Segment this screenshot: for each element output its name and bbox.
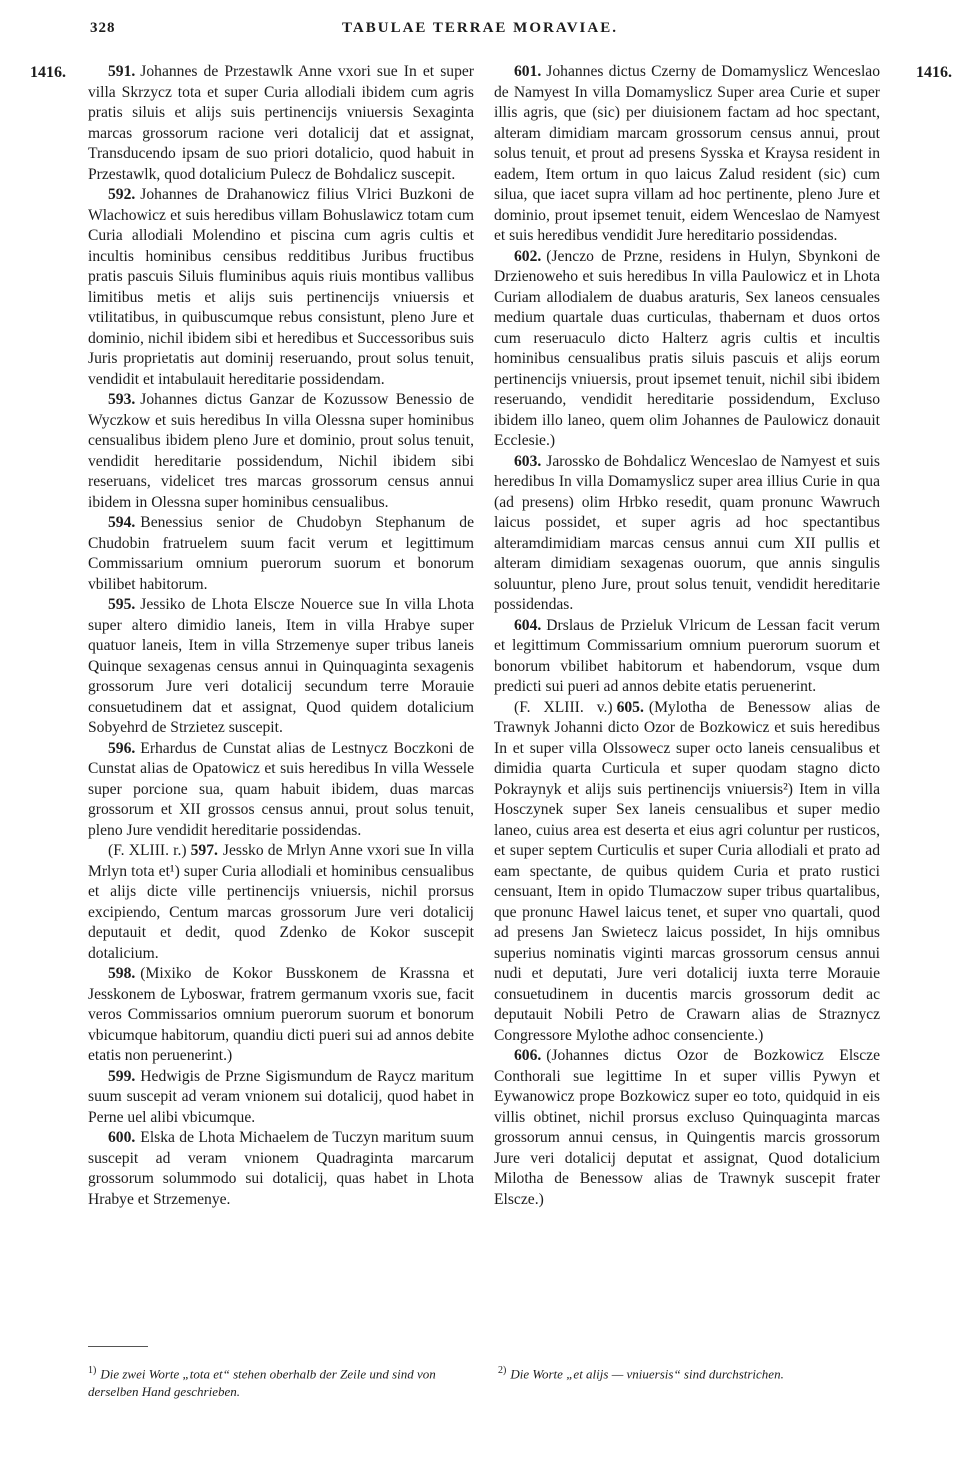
entry-593 — [88, 390, 474, 513]
left-column — [88, 62, 474, 1210]
entry-text: Erhardus de Cunstat alias de Lestnycz Boczkoni de Cunstat alias de Opatowicz et suis heredibus In villa Wessele super porcione sua, quam habuit ibidem, duas marcas grossorum et XII grossos census annui, prout solus tenuit, pleno Jure vendidit hereditarie possidendas. — [88, 739, 474, 839]
entry-592 — [88, 185, 474, 390]
year-margin-right: 1416. — [916, 64, 952, 81]
footnote-rule — [88, 1346, 148, 1347]
entry-number: 596. — [108, 739, 136, 757]
entry-number: 599. — [108, 1067, 136, 1085]
entry-591 — [88, 62, 474, 185]
entry-number: 600. — [108, 1129, 136, 1146]
entry-number: 593. — [108, 391, 136, 408]
entry-604 — [494, 616, 880, 698]
entry-number: 602. — [514, 247, 542, 265]
entry-605 — [494, 698, 880, 1047]
entry-number: 604. — [514, 616, 542, 634]
entry-599 — [88, 1067, 474, 1129]
footnote-text: Die Worte „et alijs — vniuersis“ sind durchstrichen. — [510, 1366, 784, 1382]
entry-text: Drslaus de Przieluk Vlricum de Lessan facit verum et legittimum Commissarium omnium puerorum suorum et bonorum vbilibet habitorum et habendorum, vsque dum predicti sui pueri ad annos debite etatis peruenerint. — [494, 616, 880, 695]
entry-number: 603. — [514, 452, 542, 470]
footnote-marker: 1) — [88, 1365, 97, 1376]
entry-text: Hedwigis de Przne Sigismundum de Raycz maritum suum suscepit ad veram vnionem sui dotalicij, quod habet in Perne uel alibi vbicumque. — [88, 1067, 474, 1126]
entry-594 — [88, 513, 474, 595]
entry-number: 605. — [616, 698, 644, 716]
right-column — [494, 62, 880, 1210]
entry-text: Jessko de Mrlyn Anne vxori sue In villa Mrlyn tota et¹) super Curia allodiali et hominibus censualibus et alijs dicte ville pertinencijs vniuersis, nichil prorsus excipiendo, Centum marcas grossorum Jure veri dotalicij deputauit et dedit, quod Zdenko de Kokor suscepit dotalicium. — [88, 842, 474, 962]
page-number: 328 — [90, 20, 116, 36]
entry-text: Jessiko de Lhota Elscze Nouerce sue In villa Lhota super altero dimidio laneis, Item in villa Hrabye super quatuor laneis, Item in villa Strzemenye super tribus laneis Quinque sexagenas census annui in Quinquaginta sexagenis grossorum Jure veri dotalicij secundum terre Morauie consuetudinem dat et assignat, Quod quidem dotalicium Sobyehrd de Strzietez suscepit. — [88, 596, 474, 736]
entry-number: 597. — [190, 842, 218, 859]
entry-602 — [494, 247, 880, 452]
footnote-text: Die zwei Worte „tota et“ stehen oberhalb der Zeile und sind von derselben Hand geschrieben. — [88, 1366, 436, 1400]
entry-text: Jarossko de Bohdalicz Wenceslao de Namyest et suis heredibus In villa Domamyslicz super area illius Curie in qua (ad presens) olim Hrbko resedit, quam pronunc Wawruch laicus possidet, et super agris ad hoc spectantibus alteramdimidiam marcas census annui cum XII pullis et alteram dimidiam sexagenas ouorum, que annis singulis soluuntur, pleno Jure, prout solus tenuit, vendidit hereditarie possidendas. — [494, 452, 880, 613]
entry-number: 595. — [108, 596, 136, 613]
entry-606 — [494, 1046, 880, 1210]
entry-595 — [88, 595, 474, 739]
entry-text: Elska de Lhota Michaelem de Tuczyn maritum suum suscepit ad veram vnionem Quadraginta marcarum grossorum solummodo sui dotalicij, quas habet in Lhota Hrabye et Strzemenye. — [88, 1129, 474, 1208]
entry-number: 591. — [108, 63, 136, 80]
footnote-1 — [88, 1362, 478, 1401]
entry-text: (Mixiko de Kokor Busskonem de Krassna et Jesskonem de Lyboswar, fratrem germanum vxoris sue, facit veros Commissarios omnium puerorum suorum et bonorum vbicumque habitorum, quandiu dicti pueri sui ad annos debite etatis non peruenerint.) — [88, 965, 474, 1064]
entry-number: 594. — [108, 514, 136, 531]
entry-598 — [88, 964, 474, 1067]
entry-601 — [494, 62, 880, 247]
page-header — [0, 20, 960, 46]
entry-text: (Jenczo de Przne, residens in Hulyn, Sbynkoni de Drzienoweho et suis heredibus In villa Paulowicz et in Lhota Curiam allodialem de duabus araturis, Sex laneos censuales medium quartale duas curticulas, thabernam et duos ortos cum reseruaculo dicto Halterz agris cultis et incultis hominibus censualibus pratis siluis pascuis et alijs eorum pertinencijs vniuersis, prout ipsemet tenuit, nichil sibi ibidem reseruando, vendidit hereditarie possidendum, Excluso ibidem illo laneo, quem olim Johannes de Paulowicz donauit Ecclesie.) — [494, 247, 880, 449]
entry-596 — [88, 739, 474, 842]
entry-text: Johannes dictus Ganzar de Kozussow Benessio de Wyczkow et suis heredibus In villa Olessna super hominibus censualibus ibidem pleno Jure et dominio, prout solus tenuit, vendidit hereditarie possidendum, Nichil ibidem sibi reseruans, videlicet tres marcas grossorum census annui ibidem in Olessna super hominibus censualibus. — [88, 391, 474, 511]
entry-text: (Mylotha de Benessow alias de Trawnyk Johanni dicto Ozor de Bozkowicz et suis heredibus In et super villa Olssowecz super octo laneis censualibus et dimidia quarta Curticula et super quodam stagno dicto Pokraynyk et alijs suis pertinencijs vniuersis²) Item in villa Hosczynek super Sex laneis censualibus et super medio laneo, cuius area est deserta et eius agri coluntur per rusticos, et super septem Curticulis et super Curia allodiali et prato ad eam spectante, de quibus quidem Curia et prato rustici censuant, Item in opido Tlumaczow super tribus quartalibus, que pronunc Hawel laicus tenet, et super vno quartali, quod ad presens Jan Swietecz laicus possidet, In hijs omnibus superius nominatis viginti marcas grossorum census annui nudi et deputati, Jure veri dotalicij iuxta terre Morauie consuetudinem in ducentis marcis grossorum dedit ac deputauit Nobili Petro de Crawarn alias de Straznycz Congressore Mylothe adhoc consenciente.) — [494, 698, 880, 1044]
entry-text: Benessius senior de Chudobyn Stephanum de Chudobin fratruelem suum facit verum et legittimum Commissarium omnium puerorum suorum et bonorum vbilibet habitorum. — [88, 514, 474, 593]
footnote-marker: 2) — [498, 1365, 507, 1376]
entry-text: (Johannes dictus Ozor de Bozkowicz Elscze Conthorali sue legittime In et super villis Pywyn et Eywanowicz prope Bozkowicz super eo toto, quidquid in eis villis obtinet, nichil prorsus excluso Quinquaginta marcas grossorum annui census, in Quingentis marcis grossorum Jure veri dotalicij deputat et assignat, Quod dotalicium Milotha de Benessow alias de Trawnyk suscepit frater Elscze.) — [494, 1047, 880, 1208]
entry-600 — [88, 1128, 474, 1210]
folio-marker: (F. XLIII. v.) — [514, 698, 613, 716]
footnote-2 — [498, 1362, 888, 1383]
entry-number: 592. — [108, 186, 136, 203]
running-title: TABULAE TERRAE MORAVIAE. — [342, 20, 618, 36]
entry-text: Johannes de Drahanowicz filius Vlrici Buzkoni de Wlachowicz et suis heredibus villam Bohuslawicz totam cum Curia allodiali Molendino et piscina cum agris cultis et incultis hominibus censibus redditibus Juribus fructibus pratis pascuis Siluis fluminibus aquis riuis montibus vallibus limitibus metis et alijs suis pertinencijs vniuersis et vtilitatibus, in quibuscumque rebus consistunt, pleno Jure et dominio, nichil ibidem sibi et heredibus et Successoribus suis Juris proprietatis aut dominij reseruando, prout solus tenuit, vendidit et intabulauit hereditarie possidendam. — [88, 186, 474, 388]
entry-number: 598. — [108, 965, 136, 982]
entry-text: Johannes dictus Czerny de Domamyslicz Wenceslao de Namyest In villa Domamyslicz Super area Curie et super illis agris, que (sic) per diuisionem factam ad hoc spectant, alteram dimidiam marcam grossorum census annui, prout solus tenuit, et prout ad presens Sysska et Kraysa resident in eadem, Item ortum in quo laicus Zalud resident (sic) cum silua, que iacet supra villam ad hoc pertinente, pleno Jure et dominio, prout ipsemet tenuit, eidem Wenceslao de Namyest et suis heredibus vendidit Jure hereditario possidendas. — [494, 63, 880, 244]
entry-603 — [494, 452, 880, 616]
entry-597 — [88, 841, 474, 964]
year-margin-left: 1416. — [30, 64, 66, 81]
folio-marker: (F. XLIII. r.) — [108, 842, 187, 859]
entry-text: Johannes de Przestawlk Anne vxori sue In et super villa Skrzycz tota et super Curia allodiali ibidem cum agris pratis siluis et alijs suis pertinencijs vniuersis Sexaginta marcas grossorum racione veri dotalicij dat et assignat, Transducendo ipsam de suo priori dotalicio, quod habuit in Przestawlk, quod dotalicium Pulecz de Bohdalicz suscepit. — [88, 63, 474, 183]
entry-number: 606. — [514, 1047, 542, 1064]
entry-number: 601. — [514, 63, 542, 80]
